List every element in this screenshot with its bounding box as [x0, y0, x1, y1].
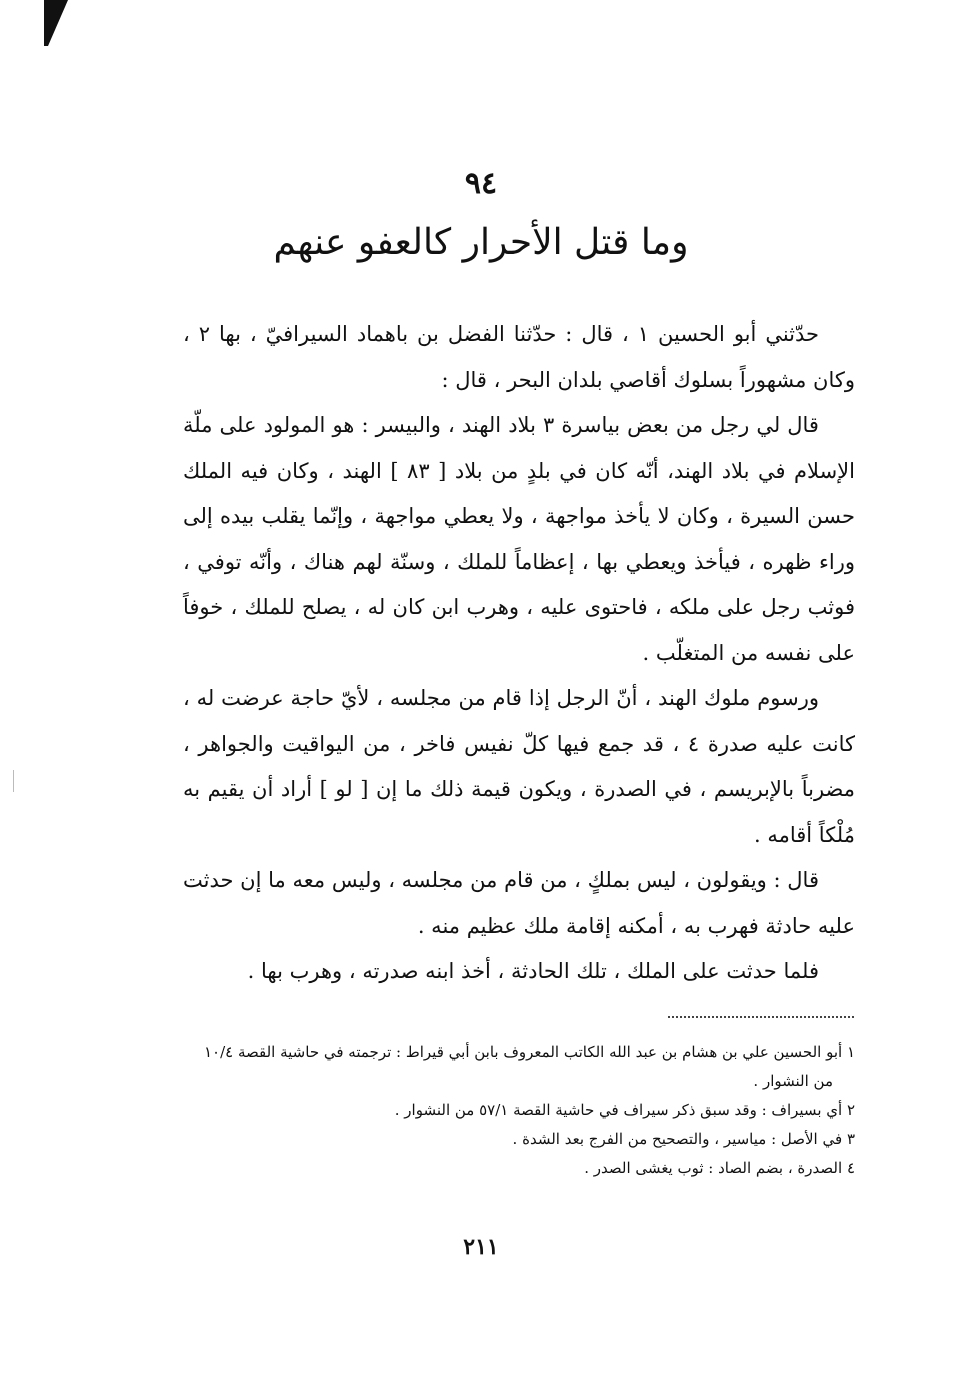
paragraph-3: ورسوم ملوك الهند ، أنّ الرجل إذا قام من مجلسه ، لأيّ حاجة عرضت له ، كانت عليه صدرة ٤ ، قد جمع فيها كلّ نفيس فاخر ، من اليواقيت والجواهر ، مضرباً بالإبريسم ، في الصدرة ، ويكون قيمة ذلك ما إن [ لو ] أراد أن يقيم به مُلْكاً أقامه . [183, 686, 856, 847]
footnote-1: ١ أبو الحسين علي بن هشام بن عبد الله الكاتب المعروف بابن أبي قيراط : ترجمته في حاشية القصة ١٠/٤ من النشوار . [203, 1043, 855, 1090]
corner-crop-mark [40, 0, 70, 46]
footnote-3: ٣ في الأصل : مياسير ، والتصحيح من الفرج بعد الشدة . [512, 1130, 855, 1148]
page-number: ٢١١ [463, 1234, 499, 1260]
story-number: ٩٤ [464, 166, 498, 201]
footnote-separator [668, 1016, 854, 1018]
margin-tick [13, 770, 14, 792]
body-text [183, 312, 855, 995]
paragraph-2: قال لي رجل من بعض بياسرة ٣ بلاد الهند ، والبيسر : هو المولود على ملّة الإسلام في بلاد الهند، أنّه كان في بلدٍ من بلاد [ ٨٣ ] الهند ، وكان فيه الملك حسن السيرة ، وكان لا يأخذ مواجهة ، ولا يعطي مواجهة ، وإنّما يقلب بيده إلى وراء ظهره ، فيأخذ ويعطي بها ، إعظاماً للملك ، وسنّة لهم هناك ، وأنّه توفي ، فوثب رجل على ملكه ، فاحتوى عليه ، وهرب ابن كان له ، يصلح للملك ، خوفاً على نفسه من المتغلّب . [183, 413, 855, 665]
paragraph-5: فلما حدثت على الملك ، تلك الحادثة ، أخذ ابنه صدرته ، وهرب بها . [247, 959, 819, 983]
chapter-title: وما قتل الأحرار كالعفو عنهم [273, 222, 689, 263]
footnote-4: ٤ الصدرة ، بضم الصاد : ثوب يغشى الصدر . [584, 1159, 855, 1177]
footnote-2: ٢ أي بسيراف : وقد سبق ذكر سيراف في حاشية القصة ٥٧/١ من النشوار . [394, 1101, 855, 1119]
footnotes [183, 1038, 855, 1183]
paragraph-4: قال : ويقولون ، ليس بملكٍ ، من قام من مجلسه ، وليس معه ما إن حدثت عليه حادثة فهرب به ، أمكنه إقامة ملك عظيم منه . [183, 868, 855, 938]
paragraph-1: حدّثني أبو الحسين ١ ، قال : حدّثنا الفضل بن باهماد السيرافيّ ، بها ٢ ، وكان مشهوراً بسلوك أقاصي بلدان البحر ، قال : [183, 322, 855, 392]
